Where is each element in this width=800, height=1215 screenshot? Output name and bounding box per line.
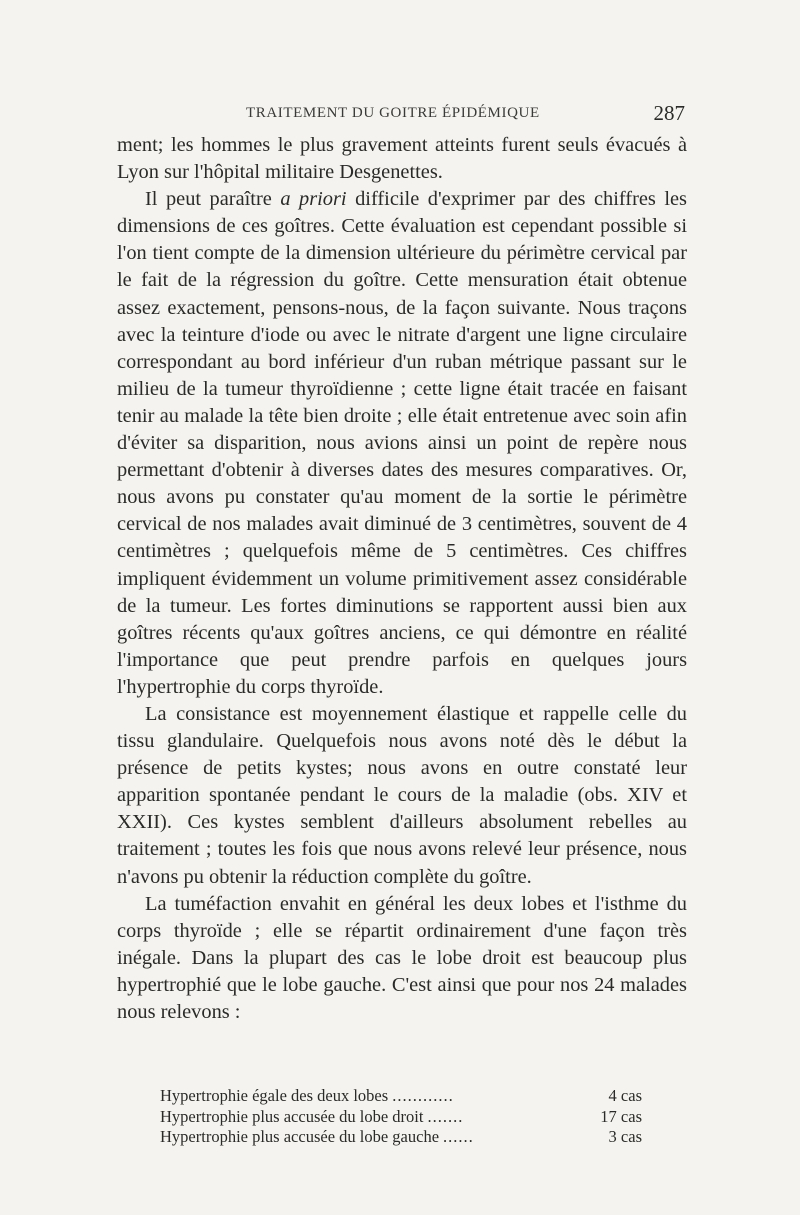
stat-label: Hypertrophie égale des deux lobes — [160, 1086, 389, 1105]
page-number: 287 — [653, 101, 685, 125]
paragraph-text: La consistance est moyennement élastique et rappelle celle du tissu glandulaire. Quelquefois nous avons noté dès le début la présence de petits kystes; nous avons en outre constaté leur apparition spontanée pendant le cours de la maladie (obs. XIV et XXII). Ces kystes semblent d'ailleurs absolument rebelles au traitement ; toutes les fois que nous avons relevé leur présence, nous n'avons pu obtenir la réduction complète du goître. — [117, 702, 687, 888]
stat-value: 4 cas — [608, 1086, 642, 1105]
running-head: TRAITEMENT DU GOITRE ÉPIDÉMIQUE — [246, 105, 540, 121]
stat-row — [160, 1107, 642, 1128]
body-text — [117, 132, 687, 1026]
leader-dots: ...... — [443, 1127, 474, 1146]
stat-value: 3 cas — [608, 1127, 642, 1146]
stat-value: 17 cas — [600, 1106, 642, 1126]
paragraph-text: La tuméfaction envahit en général les deux lobes et l'isthme du corps thyroïde ; elle se répartit ordinairement d'une façon très inégale. Dans la plupart des cas le lobe droit est beaucoup plus hypertrophié que le lobe gauche. C'est ainsi que pour nos 24 malades nous relevons : — [117, 892, 687, 1023]
stat-row — [160, 1127, 642, 1148]
stat-label: Hypertrophie plus accusée du lobe gauche — [160, 1127, 440, 1146]
leader-dots: ....... — [427, 1106, 464, 1126]
paragraph-text-rest: difficile d'exprimer par des chiffres les dimensions de ces goîtres. Cette évaluation est cependant possible si l'on tient compte de la dimension ultérieure du périmètre cervical par le fait de la régression du goître. Cette mensuration était obtenue assez exactement, pensons-nous, de la façon suivante. Nous traçons avec la teinture d'iode ou avec le nitrate d'argent une ligne circulaire correspondant au bord inférieur d'un ruban métrique passant sur le milieu de la tumeur thyroïdienne ; cette ligne était tracée en faisant tenir au malade la tête bien droite ; elle était entretenue avec soin afin d'éviter sa disparition, nous avions ainsi un point de repère nous permettant d'obtenir à diverses dates des mesures comparatives. Or, nous avons pu constater qu'au moment de la sortie le périmètre cervical de nos malades avait diminué de 3 centimètres, souvent de 4 centimètres ; quelquefois même de 5 centimètres. Ces chiffres impliquent évidemment un volume primitivement assez considérable de la tumeur. Les fortes diminutions se rapportent aussi bien aux goîtres récents qu'aux goîtres anciens, ce qui démontre en réalité l'importance que peut prendre parfois en quelques jours l'hypertrophie du corps thyroïde. — [117, 188, 687, 698]
stat-label: Hypertrophie plus accusée du lobe droit — [160, 1106, 424, 1126]
statistics-table — [160, 1086, 642, 1148]
paragraph-dimensions — [117, 186, 687, 701]
paragraph-consistency — [117, 701, 687, 891]
stat-row — [160, 1086, 642, 1107]
paragraph-text-start: Il peut paraître — [145, 188, 281, 211]
page-header — [118, 101, 685, 129]
leader-dots: ............ — [392, 1086, 454, 1105]
paragraph-continuation — [117, 132, 687, 186]
paragraph-lobes — [117, 891, 687, 1026]
paragraph-text: ment; les hommes le plus gravement atteints furent seuls évacués à Lyon sur l'hôpital militaire Desgenettes. — [117, 134, 687, 184]
italic-phrase: a priori — [280, 188, 347, 211]
